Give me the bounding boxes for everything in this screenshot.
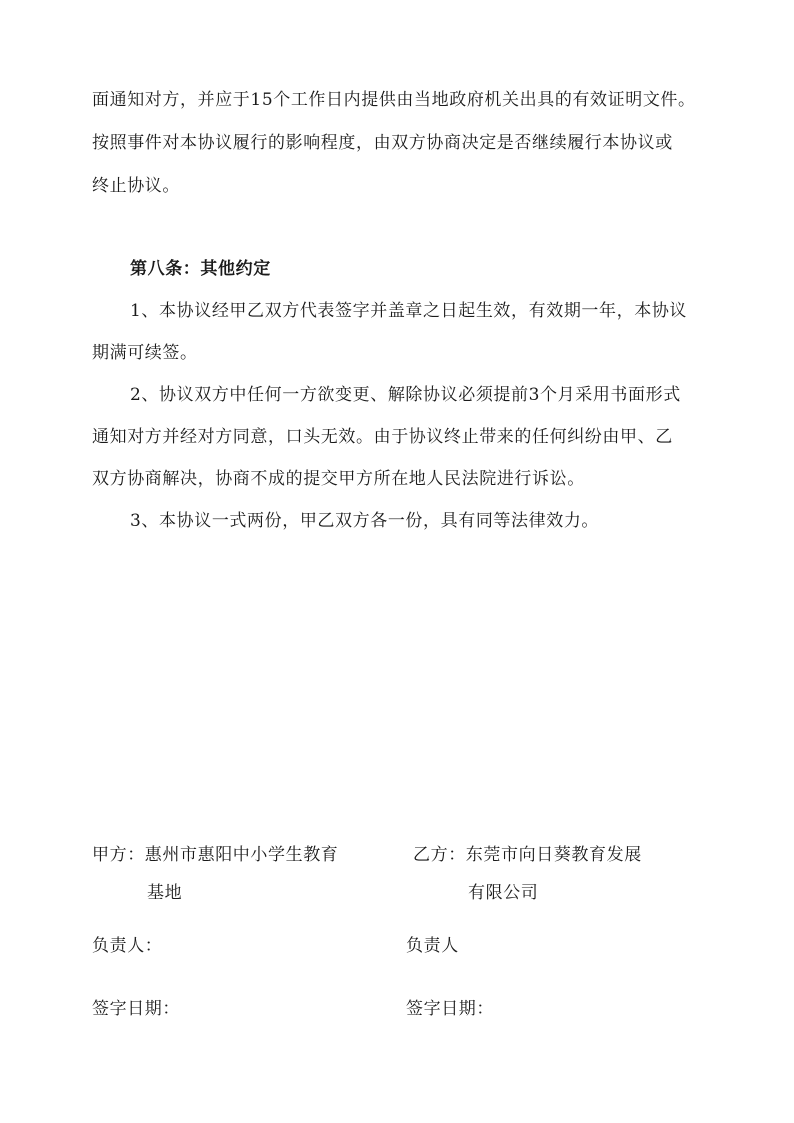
party-b-name-line-2: 有限公司 <box>468 883 539 903</box>
party-b-name-line-1: 乙方：东莞市向日葵教育发展 <box>413 845 642 865</box>
party-b-responsible-label: 负责人 <box>406 936 459 956</box>
article-8-item-2-line-1: 2、协议双方中任何一方欲变更、解除协议必须提前3个月采用书面形式 <box>130 385 681 405</box>
article-8-item-2-line-3: 双方协商解决，协商不成的提交甲方所在地人民法院进行诉讼。 <box>92 469 585 489</box>
article-8-heading: 第八条：其他约定 <box>130 259 271 279</box>
party-a-name-line-1: 甲方：惠州市惠阳中小学生教育 <box>92 845 339 865</box>
article-8-item-3-line-1: 3、本协议一式两份，甲乙双方各一份，具有同等法律效力。 <box>130 511 600 531</box>
party-a-name-line-2: 基地 <box>147 883 183 903</box>
party-b-date-label: 签字日期： <box>406 999 494 1019</box>
continuation-line-2: 按照事件对本协议履行的影响程度，由双方协商决定是否继续履行本协议或 <box>92 133 673 153</box>
party-a-responsible-label: 负责人： <box>92 936 163 956</box>
continuation-line-3: 终止协议。 <box>92 176 180 196</box>
article-8-item-1-line-2: 期满可续签。 <box>92 343 198 363</box>
article-8-item-1-line-1: 1、本协议经甲乙双方代表签字并盖章之日起生效，有效期一年，本协议 <box>130 301 688 321</box>
continuation-line-1: 面通知对方，并应于15个工作日内提供由当地政府机关出具的有效证明文件。 <box>92 90 696 110</box>
party-a-date-label: 签字日期： <box>92 999 180 1019</box>
article-8-item-2-line-2: 通知对方并经对方同意，口头无效。由于协议终止带来的任何纠纷由甲、乙 <box>92 427 673 447</box>
